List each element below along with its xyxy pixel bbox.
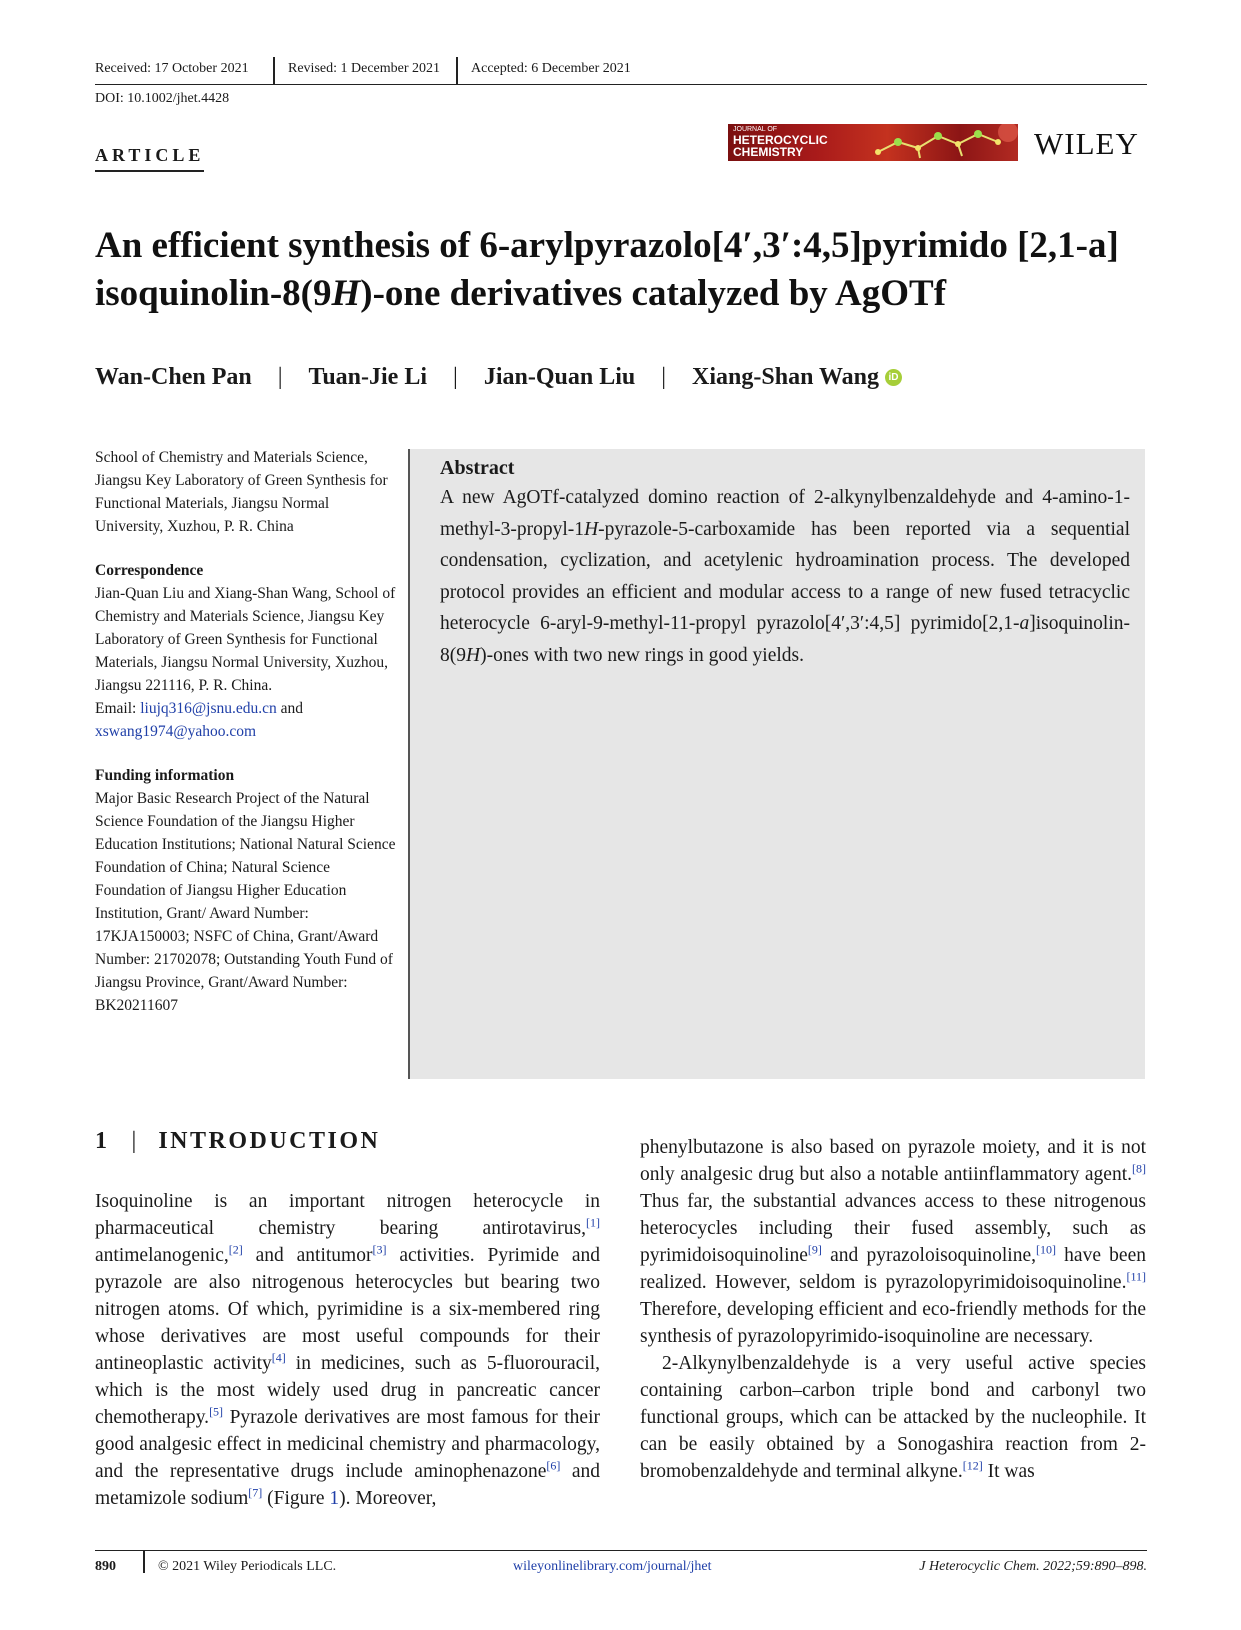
author-name[interactable]: Xiang-Shan Wang [692,364,880,390]
paragraph [95,1188,600,1512]
orcid-icon[interactable]: iD [885,369,902,386]
text-run: antimelanogenic, [95,1245,229,1266]
email-conjunction: and [276,700,304,717]
section-title: INTRODUCTION [158,1128,381,1154]
email-label: Email: [95,700,141,717]
history-divider [273,57,275,84]
title-text: An efficient synthesis of 6-arylpyrazolo[4′,3′:4,5]pyrimido [2,1-a] isoquinolin-8(9 [95,225,1119,314]
text-run: phenylbutazone is also based on pyrazole moiety, and it is not only analgesic drug but also a notable antiinflammatory agent. [640,1137,1146,1185]
text-run: Pyrazole derivatives are most famous for their good analgesic effect in medicinal chemistry and pharmacology, and the representative drugs include aminophenazone [95,1407,600,1482]
journal-banner-line2: HETEROCYCLIC [733,133,828,147]
reference-link[interactable]: [11] [1126,1269,1146,1284]
text-run: and metamizole sodium [95,1461,601,1509]
article-type-label: ARTICLE [95,145,204,172]
journal-url-link[interactable]: wileyonlinelibrary.com/journal/jhet [513,1559,712,1574]
molecule-graphic-icon [858,124,1018,161]
reference-link[interactable]: [6] [546,1458,561,1473]
accepted-date: Accepted: 6 December 2021 [471,61,631,76]
text-run: ). Moreover, [339,1488,437,1509]
email-link[interactable]: xswang1974@yahoo.com [95,723,257,740]
text-run: Therefore, developing efficient and eco-friendly methods for the synthesis of pyrazolopyrimido-isoquinoline are necessary. [640,1299,1146,1347]
reference-link[interactable]: [9] [807,1242,822,1257]
publisher-logo: WILEY [1034,126,1139,161]
footer-divider [143,1551,145,1573]
reference-link[interactable]: [12] [962,1458,983,1473]
abstract-box [408,449,1145,1079]
author-list: Wan-Chen Pan | Tuan-Jie Li | Jian-Quan Liu | Xiang-Shan Wang iD [95,364,902,391]
reference-link[interactable]: [5] [209,1404,224,1419]
figure-link[interactable]: 1 [329,1488,340,1509]
revised-date: Revised: 1 December 2021 [288,61,441,76]
abstract-italic: H [466,644,481,666]
text-run: have been realized. However, seldom is pyrazolopyrimidoisoquinoline. [640,1245,1146,1293]
abstract-run: )-ones with two new rings in good yields. [480,644,804,666]
paper-title [95,222,1155,318]
body-column-right [640,1134,1146,1485]
text-run: activities. Pyrimide and pyrazole are also nitrogenous heterocycles but bearing two nitrogen atoms. Of which, pyrimidine is a six-membered ring whose derivatives are most useful compounds for their antineoplastic activity [95,1245,600,1374]
journal-banner-line1: JOURNAL OF [733,126,778,133]
text-run: and pyrazoloisoquinoline, [821,1245,1036,1266]
text-run: Thus far, the substantial advances access to these nitrogenous heterocycles including their fused assembly, such as pyrimidoisoquinoline [640,1191,1146,1266]
paragraph [640,1350,1146,1485]
reference-link[interactable]: [8] [1132,1161,1146,1176]
funding-heading: Funding information [95,767,235,784]
correspondence-heading: Correspondence [95,562,204,579]
reference-link[interactable]: [2] [228,1242,243,1257]
received-date: Received: 17 October 2021 [95,61,249,76]
text-run: (Figure [262,1488,330,1509]
abstract-italic: a [1019,613,1030,634]
title-italic: H [331,273,361,314]
page-footer [95,1550,1147,1577]
section-heading-introduction: 1 | INTRODUCTION [95,1128,381,1154]
text-run: in medicines, such as 5-fluorouracil, which is the most widely used drug in pancreatic cancer chemotherapy. [95,1353,601,1428]
paragraph [640,1134,1146,1350]
text-run: It was [982,1461,1035,1482]
abstract-text [440,482,1130,671]
copyright: © 2021 Wiley Periodicals LLC. [158,1559,337,1574]
text-run: and antitumor [242,1245,373,1266]
page-number: 890 [95,1559,116,1574]
abstract-run: -pyrazole-5-carboxamide has been reported via a sequential condensation, cyclization, and acetylenic hydroamination process. The developed protocol provides an efficient and modular access to a range of new fused tetracyclic heterocycle 6-aryl-9-methyl-11-propyl pyrazolo[4′,3′:4,5] pyrimido[2,1- [440,518,1130,634]
reference-link[interactable]: [7] [248,1485,263,1500]
abstract-heading: Abstract [440,457,515,479]
funding-body: Major Basic Research Project of the Natural Science Foundation of the Jiangsu Higher Education Institutions; National Natural Science Foundation of China; Natural Science Foundation of Jiangsu Higher Education Institution, Grant/ Award Number: 17KJA150003; NSFC of China, Grant/Award Number: 21702078; Outstanding Youth Fund of Jiangsu Province, Grant/Award Number: BK20211607 [95,790,396,1014]
author-name[interactable]: Tuan-Jie Li [308,364,428,390]
text-run: Isoquinoline is an important nitrogen heterocycle in pharmaceutical chemistry bearing antirotavirus, [95,1191,600,1239]
abstract-italic: H [584,518,599,540]
reference-link[interactable]: [1] [586,1215,600,1230]
citation: J Heterocyclic Chem. 2022;59:890–898. [919,1559,1147,1574]
reference-link[interactable]: [3] [372,1242,387,1257]
affiliation: School of Chemistry and Materials Science, Jiangsu Key Laboratory of Green Synthesis for Functional Materials, Jiangsu Normal University, Xuzhou, P. R. China [95,449,388,535]
abstract-run: A new AgOTf-catalyzed domino reaction of 2-alkynylbenzaldehyde and 4-amino-1-methyl-3-propyl-1 [440,487,1130,540]
title-text: )-one derivatives catalyzed by AgOTf [360,273,947,314]
reference-link[interactable]: [10] [1035,1242,1056,1257]
journal-banner-logo [728,124,1018,161]
reference-link[interactable]: [4] [271,1350,286,1365]
abstract-run: ]isoquinolin-8(9 [440,613,1130,666]
doi: DOI: 10.1002/jhet.4428 [95,91,230,106]
correspondence-emails [95,697,400,743]
email-link[interactable]: liujq316@jsnu.edu.cn [140,700,277,717]
article-info-column [95,446,400,1038]
body-column-left [95,1188,600,1512]
author-name[interactable]: Wan-Chen Pan [95,364,252,390]
section-number: 1 [95,1128,110,1154]
article-history [95,56,1147,85]
author-name[interactable]: Jian-Quan Liu [483,364,636,390]
history-divider [456,57,458,84]
text-run: 2-Alkynylbenzaldehyde is a very useful active species containing carbon–carbon triple bond and carbonyl two functional groups, which can be attacked by the nucleophile. It can be easily obtained by a Sonogashira reaction from 2-bromobenzaldehyde and terminal alkyne. [640,1353,1146,1482]
journal-banner-line3: CHEMISTRY [733,145,804,159]
correspondence-body: Jian-Quan Liu and Xiang-Shan Wang, School of Chemistry and Materials Science, Jiangsu Key Laboratory of Green Synthesis for Functional Materials, Jiangsu Normal University, Xuzhou, Jiangsu 221116, P. R. China. [95,585,396,694]
